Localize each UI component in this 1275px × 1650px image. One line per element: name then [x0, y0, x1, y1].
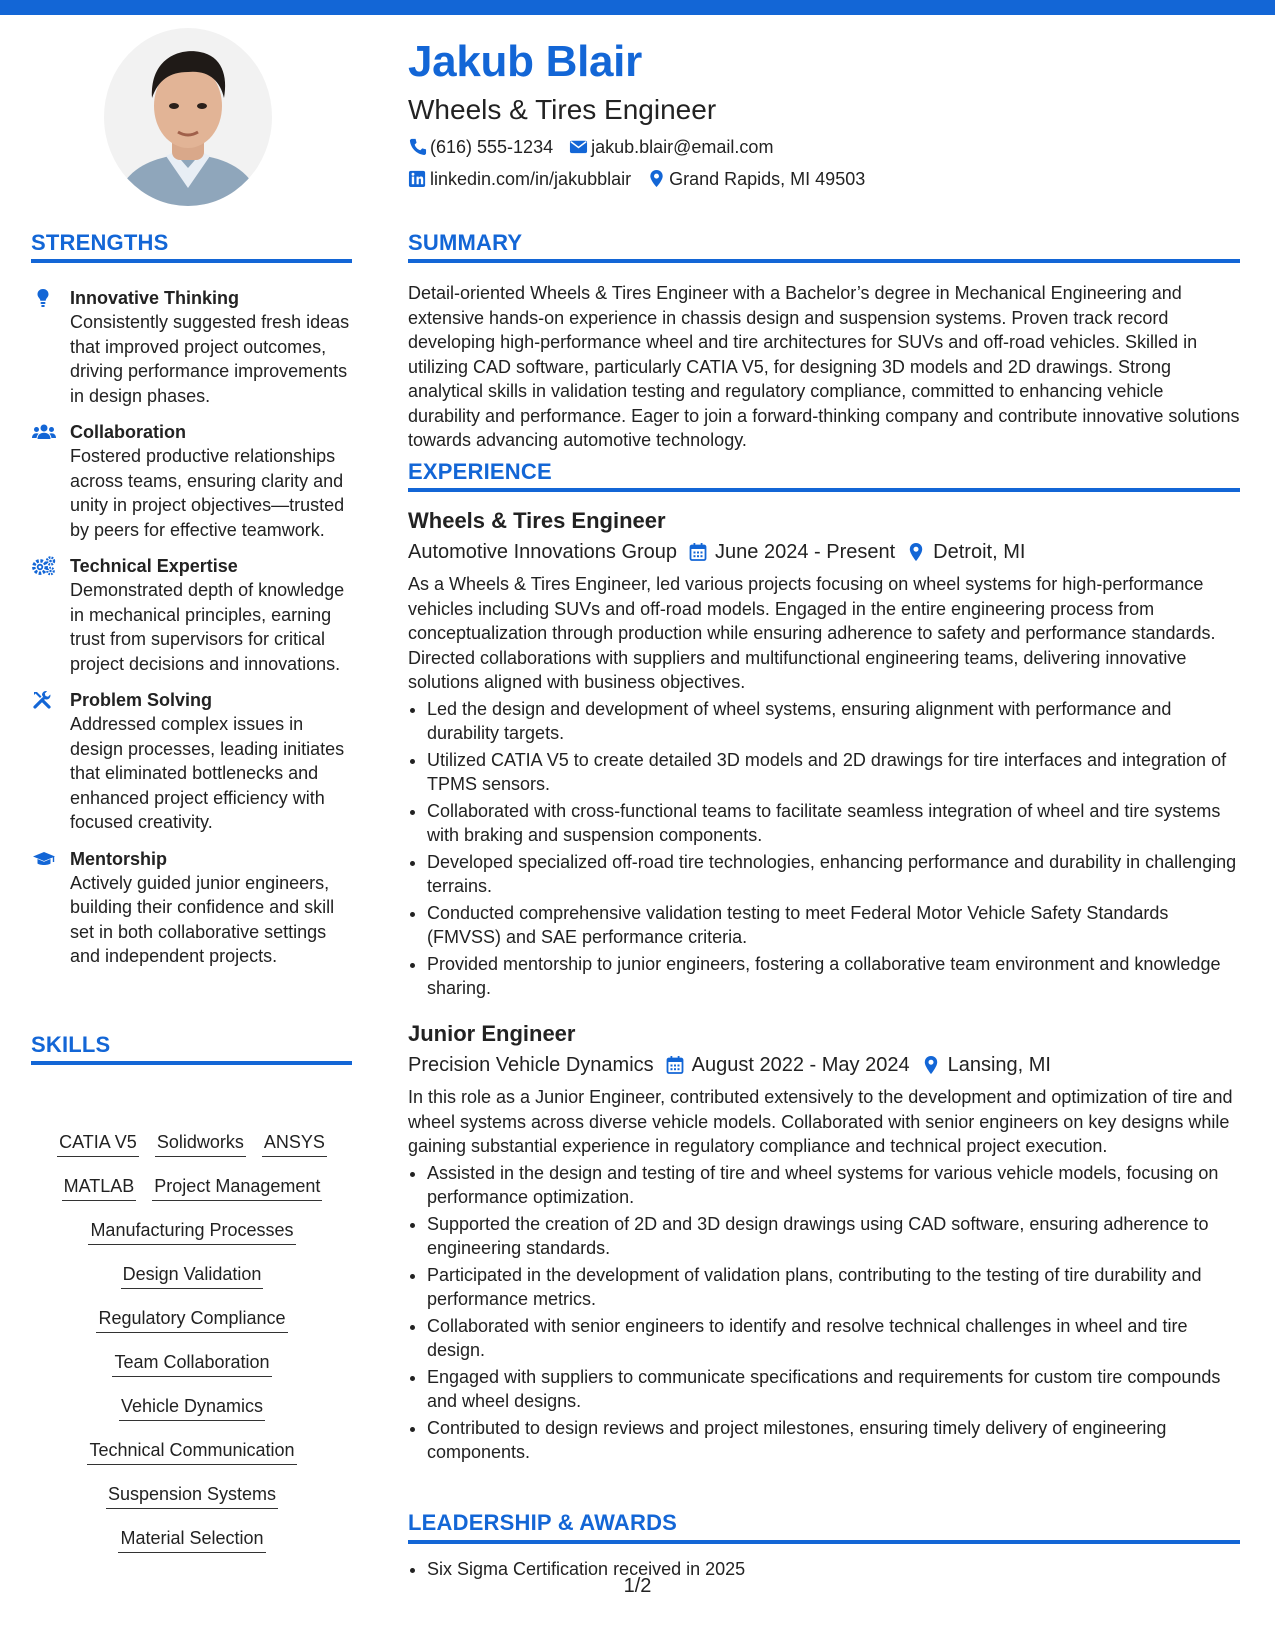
- linkedin-contact[interactable]: [408, 169, 631, 188]
- calendar-icon: [689, 542, 707, 562]
- strength-title: Technical Expertise: [70, 556, 238, 576]
- strengths-heading: STRENGTHS: [31, 230, 169, 255]
- skill-tag: Design Validation: [121, 1262, 264, 1289]
- skills-heading: SKILLS: [31, 1032, 111, 1057]
- skill-tag: Vehicle Dynamics: [119, 1394, 265, 1421]
- gears-icon: [32, 556, 56, 576]
- job-entry: [408, 1020, 1240, 1467]
- job-bullet: • Developed specialized off-road tire technologies, enhancing performance and durability in challenging terrains.: [427, 850, 1240, 899]
- job-bullet: • Engaged with suppliers to communicate specifications and requirements for custom tire compounds and wheel designs.: [427, 1365, 1240, 1414]
- strength-item: [32, 847, 352, 969]
- skill-tag: Manufacturing Processes: [88, 1218, 295, 1245]
- email-icon: [569, 137, 588, 156]
- job-location: Lansing, MI: [947, 1054, 1051, 1076]
- users-icon: [32, 422, 56, 442]
- job-company: Precision Vehicle Dynamics: [408, 1054, 654, 1076]
- strengths-rule: [31, 259, 352, 263]
- job-bullet: • Supported the creation of 2D and 3D design drawings using CAD software, ensuring adherence to engineering standards.: [427, 1212, 1240, 1261]
- strength-item: [32, 554, 352, 676]
- strength-item: [32, 286, 352, 408]
- job-bullet: • Led the design and development of wheel systems, ensuring alignment with performance and durability targets.: [427, 697, 1240, 746]
- job-bullet: • Participated in the development of validation plans, contributing to the testing of tire durability and performance metrics.: [427, 1263, 1240, 1312]
- awards-heading: LEADERSHIP & AWARDS: [408, 1510, 678, 1535]
- job-meta: [408, 1051, 1240, 1079]
- map-pin-icon: [647, 169, 666, 188]
- location-text: Grand Rapids, MI 49503: [669, 168, 866, 189]
- contact-row-1: [408, 137, 789, 156]
- strength-title: Problem Solving: [70, 690, 213, 710]
- job-bullet: • Provided mentorship to junior engineers, fostering a collaborative team environment and knowledge sharing.: [427, 952, 1240, 1001]
- skill-tag: ANSYS: [262, 1130, 327, 1157]
- job-bullets: [408, 697, 1240, 1001]
- summary-rule: [408, 259, 1240, 263]
- skill-tag: Technical Communication: [87, 1438, 296, 1465]
- location-contact: [647, 169, 865, 188]
- job-company: Automotive Innovations Group: [408, 541, 678, 563]
- summary-text: Detail-oriented Wheels & Tires Engineer with a Bachelor’s degree in Mechanical Engineering and extensive hands-on experience in chassis design and suspension systems. Proven track record developing high-performance wheel and tire architectures for SUVs and off-road vehicles. Skilled in utilizing CAD software, particularly CATIA V5, for designing 3D models and 2D drawings. Strong analytical skills in validation testing and regulatory compliance, committed to enhancing vehicle durability and performance. Eager to join a forward-thinking company and contribute innovative solutions towards advancing automotive technology.: [408, 283, 1240, 450]
- strength-description: Demonstrated depth of knowledge in mechanical principles, earning trust from supervisors for critical project decisions and innovations.: [70, 580, 345, 674]
- graduation-cap-icon: [32, 849, 56, 869]
- job-bullet: • Contributed to design reviews and project milestones, ensuring timely delivery of engineering components.: [427, 1416, 1240, 1465]
- job-description: As a Wheels & Tires Engineer, led various projects focusing on wheel systems for high-performance vehicles including SUVs and off-road models. Engaged in the entire engineering process from conceptualization through production while ensuring adherence to safety and performance standards. Directed collaborations with suppliers and multifunctional engineering teams, delivering innovative solutions aligned with business objectives.: [408, 574, 1216, 692]
- skills-list: [32, 1130, 352, 1553]
- skill-tag: Material Selection: [118, 1526, 265, 1553]
- awards-rule: [408, 1540, 1240, 1544]
- award-item: • Six Sigma Certification received in 2025: [427, 1557, 1240, 1582]
- tools-icon: [32, 690, 56, 710]
- job-title: Junior Engineer: [408, 1021, 576, 1046]
- job-bullet: • Collaborated with cross-functional teams to facilitate seamless integration of wheel and tire systems with braking and suspension components.: [427, 799, 1240, 848]
- skill-tag: MATLAB: [62, 1174, 137, 1201]
- job-entry: [408, 507, 1240, 1003]
- strength-title: Innovative Thinking: [70, 288, 240, 308]
- skill-tag: Solidworks: [155, 1130, 246, 1157]
- calendar-icon: [666, 1055, 684, 1075]
- strength-item: [32, 688, 352, 835]
- job-title: Wheels & Tires Engineer: [408, 508, 666, 533]
- lightbulb-icon: [32, 288, 56, 308]
- linkedin-text: linkedin.com/in/jakubblair: [430, 168, 632, 189]
- phone-icon: [408, 137, 427, 156]
- contact-row-2: [408, 169, 881, 188]
- strength-item: [32, 420, 352, 542]
- job-meta: [408, 538, 1240, 566]
- skill-tag: Project Management: [152, 1174, 322, 1201]
- top-accent-bar: [0, 0, 1275, 15]
- experience-heading: EXPERIENCE: [408, 459, 552, 484]
- job-location: Detroit, MI: [933, 541, 1026, 563]
- skills-rule: [31, 1061, 352, 1065]
- skill-tag: Team Collaboration: [112, 1350, 271, 1377]
- email-text: jakub.blair@email.com: [591, 136, 774, 157]
- job-bullet: • Collaborated with senior engineers to identify and resolve technical challenges in wheel and tire design.: [427, 1314, 1240, 1363]
- job-bullets: [408, 1161, 1240, 1465]
- map-pin-icon: [907, 542, 925, 562]
- strength-description: Actively guided junior engineers, building their confidence and skill set in both collaborative settings and independent projects.: [70, 872, 335, 966]
- candidate-name: Jakub Blair: [408, 37, 642, 86]
- strength-description: Consistently suggested fresh ideas that improved project outcomes, driving performance improvements in design phases.: [70, 312, 350, 406]
- strengths-list: [32, 286, 352, 981]
- map-pin-icon: [922, 1055, 940, 1075]
- job-bullet: • Conducted comprehensive validation testing to meet Federal Motor Vehicle Safety Standards (FMVSS) and SAE performance criteria.: [427, 901, 1240, 950]
- strength-title: Mentorship: [70, 848, 167, 869]
- phone-text: (616) 555-1234: [430, 136, 554, 157]
- skill-tag: Suspension Systems: [106, 1482, 278, 1509]
- job-description: In this role as a Junior Engineer, contributed extensively to the development and optimization of tire and wheel systems across diverse vehicle models. Collaborated with senior engineers on key designs while gaining substantial experience in regulatory compliance and technical project execution.: [408, 1087, 1233, 1156]
- summary-heading: SUMMARY: [408, 230, 523, 255]
- job-dates: August 2022 - May 2024: [691, 1054, 910, 1076]
- email-contact[interactable]: [569, 137, 773, 156]
- strength-title: Collaboration: [70, 422, 186, 442]
- job-dates: June 2024 - Present: [715, 541, 896, 563]
- profile-photo: [104, 28, 272, 206]
- job-bullet: • Assisted in the design and testing of tire and wheel systems for various vehicle models, focusing on performance optimization.: [427, 1161, 1240, 1210]
- job-bullet: • Utilized CATIA V5 to create detailed 3D models and 2D drawings for tire interfaces and integration of TPMS sensors.: [427, 748, 1240, 797]
- skill-tag: CATIA V5: [57, 1130, 139, 1157]
- skill-tag: Regulatory Compliance: [96, 1306, 287, 1333]
- phone-contact[interactable]: [408, 137, 553, 156]
- linkedin-icon: [408, 169, 427, 188]
- page-number: 1/2: [623, 1575, 652, 1597]
- strength-description: Fostered productive relationships across teams, ensuring clarity and unity in project objectives—trusted by peers for effective teamwork.: [70, 446, 345, 540]
- experience-rule: [408, 488, 1240, 492]
- candidate-title: Wheels & Tires Engineer: [408, 94, 717, 125]
- strength-description: Addressed complex issues in design processes, leading initiates that eliminated bottlenecks and enhanced project efficiency with focused creativity.: [70, 714, 345, 832]
